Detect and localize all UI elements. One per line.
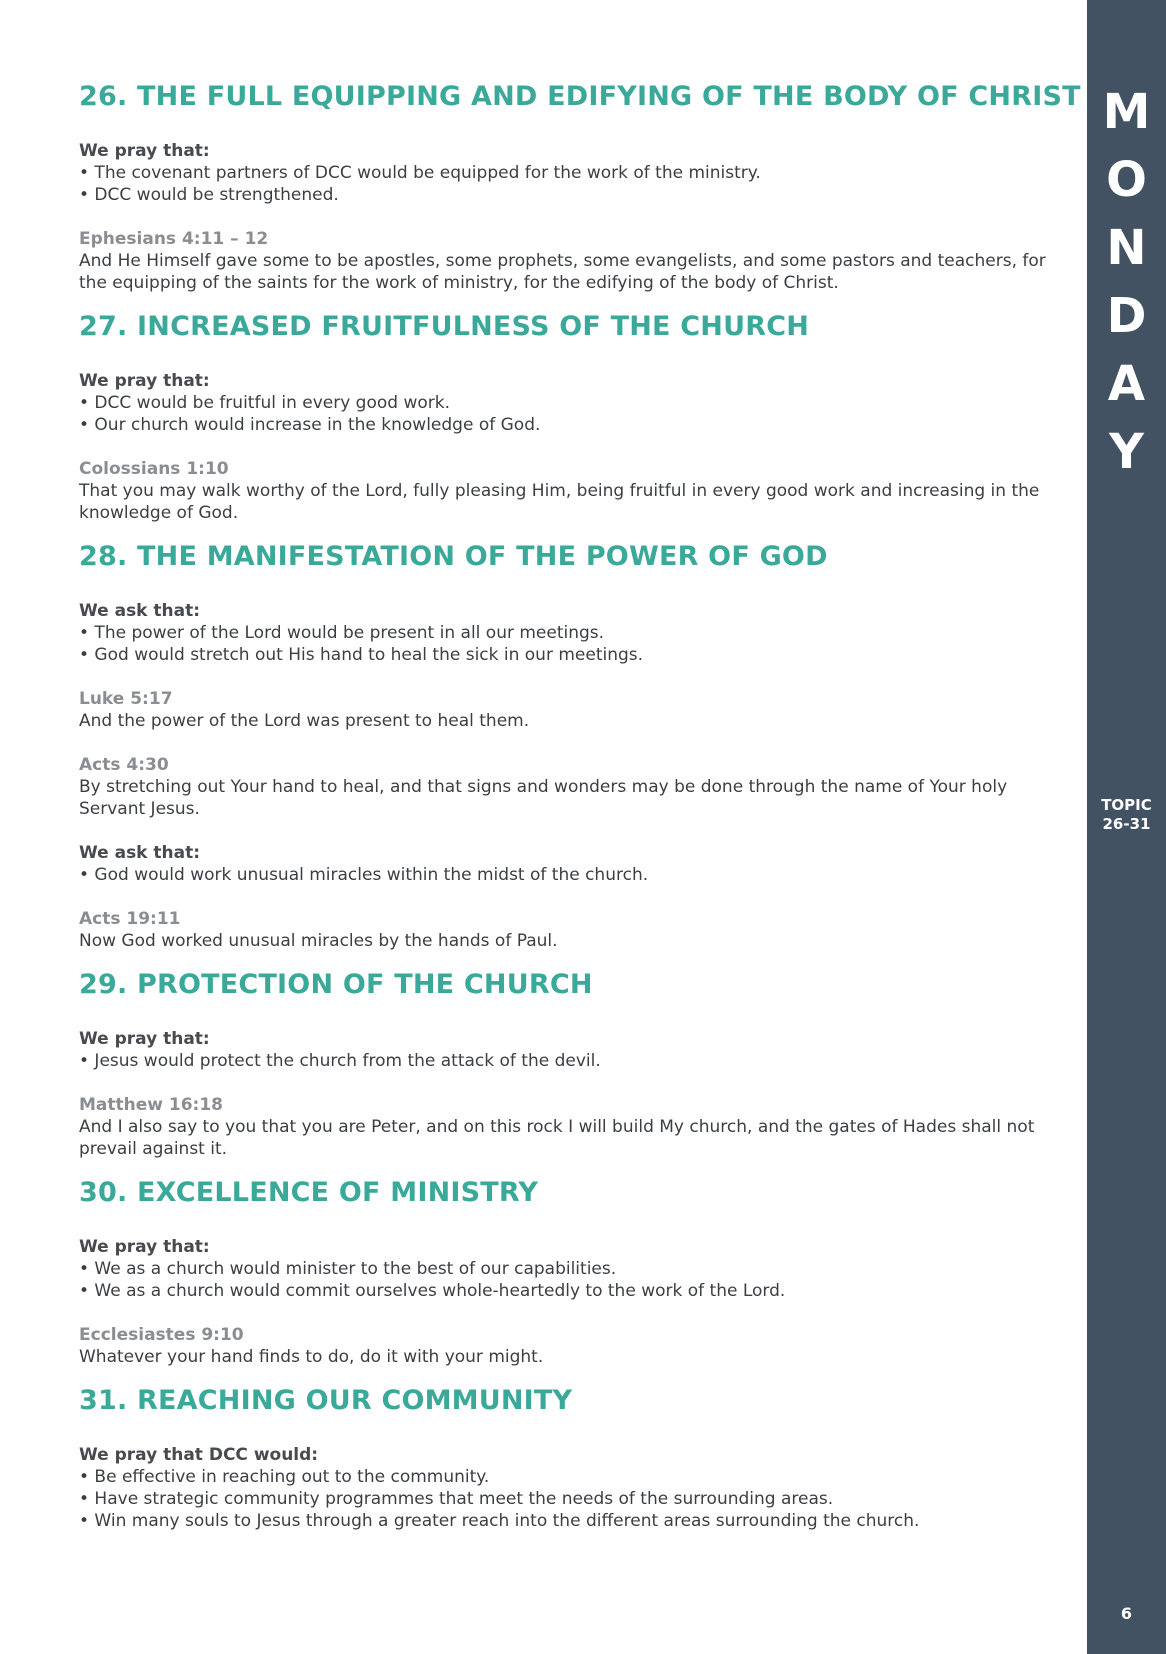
prayer-block [79, 600, 1059, 666]
prayer-block [79, 842, 1059, 886]
prayer-point: • The power of the Lord would be present in all our meetings. [79, 623, 605, 643]
scripture-block [79, 688, 1059, 732]
scripture-block [79, 754, 1059, 820]
topic-section [79, 534, 1059, 952]
section-title: 28. THE MANIFESTATION OF THE POWER OF GOD [79, 541, 828, 572]
section-title: 27. INCREASED FRUITFULNESS OF THE CHURCH [79, 311, 810, 342]
topic-range: 26-31 [1102, 815, 1151, 833]
topic-section [79, 74, 1081, 294]
day-letter: Y [1109, 424, 1144, 480]
prayer-point: • God would work unusual miracles within the midst of the church. [79, 865, 649, 885]
topic-section [79, 1378, 1059, 1532]
scripture-text: That you may walk worthy of the Lord, fully pleasing Him, being fruitful in every good work and increasing in the knowledge of God. [79, 481, 1040, 523]
prayer-block [79, 370, 1059, 436]
topic-section [79, 962, 1059, 1160]
scripture-reference: Ephesians 4:11 – 12 [79, 229, 269, 249]
day-letter: A [1107, 356, 1146, 412]
prayer-point: • Have strategic community programmes that meet the needs of the surrounding areas. [79, 1489, 834, 1509]
scripture-reference: Ecclesiastes 9:10 [79, 1325, 244, 1345]
section-title: 30. EXCELLENCE OF MINISTRY [79, 1177, 539, 1208]
day-letter: O [1106, 152, 1147, 208]
section-title: 29. PROTECTION OF THE CHURCH [79, 969, 593, 1000]
topic-indicator [1087, 796, 1166, 834]
prayer-label: We pray that: [79, 1029, 210, 1049]
section-title: 26. THE FULL EQUIPPING AND EDIFYING OF THE BODY OF CHRIST [79, 81, 1081, 112]
prayer-point: • DCC would be strengthened. [79, 185, 339, 205]
day-letter: M [1102, 84, 1151, 140]
scripture-block [79, 458, 1059, 524]
prayer-block [79, 1028, 1059, 1072]
prayer-label: We pray that DCC would: [79, 1445, 319, 1465]
page-content [79, 74, 1081, 1542]
prayer-point: • Win many souls to Jesus through a greater reach into the different areas surrounding the church. [79, 1511, 920, 1531]
prayer-block [79, 140, 1059, 206]
scripture-block [79, 1094, 1059, 1160]
prayer-block [79, 1444, 1059, 1532]
day-letter: D [1106, 288, 1147, 344]
day-letter: N [1106, 220, 1147, 276]
prayer-point: • DCC would be fruitful in every good work. [79, 393, 451, 413]
scripture-text: And He Himself gave some to be apostles, some prophets, some evangelists, and some pastors and teachers, for the equipping of the saints for the work of ministry, for the edifying of the body of Christ. [79, 251, 1046, 293]
day-title [1087, 78, 1166, 486]
scripture-reference: Luke 5:17 [79, 689, 173, 709]
scripture-reference: Colossians 1:10 [79, 459, 229, 479]
scripture-text: And the power of the Lord was present to heal them. [79, 711, 530, 731]
prayer-block [79, 1236, 1059, 1302]
topic-section [79, 1170, 1059, 1368]
day-sidebar [1087, 0, 1166, 1654]
prayer-point: • Be effective in reaching out to the community. [79, 1467, 490, 1487]
prayer-label: We ask that: [79, 601, 201, 621]
section-title: 31. REACHING OUR COMMUNITY [79, 1385, 573, 1416]
scripture-text: By stretching out Your hand to heal, and that signs and wonders may be done through the name of Your holy Servant Jesus. [79, 777, 1008, 819]
prayer-point: • Our church would increase in the knowledge of God. [79, 415, 541, 435]
scripture-text: Now God worked unusual miracles by the hands of Paul. [79, 931, 558, 951]
scripture-block [79, 228, 1059, 294]
prayer-label: We pray that: [79, 141, 210, 161]
prayer-point: • We as a church would minister to the best of our capabilities. [79, 1259, 617, 1279]
scripture-block [79, 1324, 1059, 1368]
prayer-label: We pray that: [79, 371, 210, 391]
scripture-reference: Acts 4:30 [79, 755, 169, 775]
prayer-label: We ask that: [79, 843, 201, 863]
scripture-block [79, 908, 1059, 952]
prayer-point: • We as a church would commit ourselves whole-heartedly to the work of the Lord. [79, 1281, 786, 1301]
scripture-reference: Acts 19:11 [79, 909, 181, 929]
prayer-label: We pray that: [79, 1237, 210, 1257]
scripture-text: Whatever your hand finds to do, do it with your might. [79, 1347, 544, 1367]
scripture-reference: Matthew 16:18 [79, 1095, 224, 1115]
prayer-point: • Jesus would protect the church from the attack of the devil. [79, 1051, 601, 1071]
prayer-point: • The covenant partners of DCC would be equipped for the work of the ministry. [79, 163, 761, 183]
topic-label: TOPIC [1101, 796, 1152, 814]
topic-section [79, 304, 1059, 524]
scripture-text: And I also say to you that you are Peter, and on this rock I will build My church, and the gates of Hades shall not prevail against it. [79, 1117, 1035, 1159]
page-number: 6 [1120, 1604, 1133, 1623]
prayer-point: • God would stretch out His hand to heal the sick in our meetings. [79, 645, 644, 665]
